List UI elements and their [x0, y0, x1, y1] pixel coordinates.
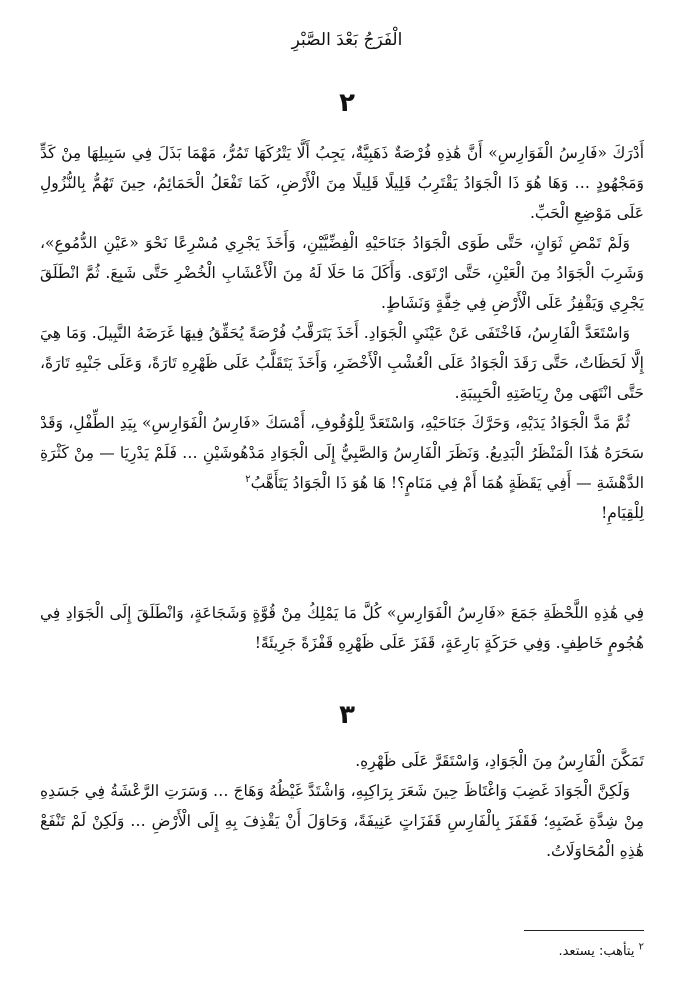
paragraph: وَلَمْ تَمْضِ ثَوَانٍ، حَتَّى طَوَى الْجَوَادُ جَنَاحَيْهِ الْفِضِّيَّيْنِ، وَأَخَذَ يَجْرِي مُسْرِعًا نَحْوَ «عَيْنِ الدُّمُوعِ»، وَشَرِبَ الْجَوَادُ مِنَ الْعَيْنِ، حَتَّى ارْتَوَى. وَأَكَلَ مَا حَلَا لَهُ مِنَ الْأَعْشَابِ الْخُضْرِ حَتَّى شَبِعَ. ثُمَّ انْطَلَقَ يَجْرِي وَيَقْفِزُ عَلَى الْأَرْضِ فِي خِفَّةٍ وَنَشَاطٍ. [40, 234, 644, 312]
section-2-closing [40, 598, 644, 658]
footnote-marker: ٢ [245, 473, 251, 485]
paragraph [40, 408, 644, 498]
paragraph: فِي هَٰذِهِ اللَّحْظَةِ جَمَعَ «فَارِسُ الْفَوَارِسِ» كُلَّ مَا يَمْلِكُ مِنْ قُوَّةٍ وَشَجَاعَةٍ، وَانْطَلَقَ إِلَى الْجَوَادِ فِي هُجُومٍ خَاطِفٍ. وَفِي حَرَكَةٍ بَارِعَةٍ، قَفَزَ عَلَى ظَهْرِهِ قَفْزَةً جَرِيئَةً! [40, 604, 644, 652]
section-number-2: ٢ [339, 88, 355, 118]
footnote-divider [524, 930, 644, 931]
paragraph: تَمَكَّنَ الْفَارِسُ مِنَ الْجَوَادِ، وَاسْتَقَرَّ عَلَى ظَهْرِهِ. [355, 752, 644, 770]
paragraph: وَاسْتَعَدَّ الْفَارِسُ، فَاخْتَفَى عَنْ عَيْنَيِ الْجَوَادِ. أَخَذَ يَتَرَقَّبُ فُرْصَةً يُحَقِّقُ فِيهَا غَرَضَهُ النَّبِيلَ. وَمَا هِيَ إِلَّا لَحَظَاتٌ، حَتَّى رَقَدَ الْجَوَادُ عَلَى الْعُشْبِ الْأَخْضَرِ، وَأَخَذَ يَتَقَلَّبُ عَلَى ظَهْرِهِ تَارَةً، وَعَلَى جَنْبِهِ تَارَةً، حَتَّى انْتَهَى مِنْ رِيَاضَتِهِ الْحَبِيبَةِ. [40, 324, 644, 402]
section-number-3: ٣ [339, 700, 355, 730]
footnote [40, 941, 644, 959]
footnote-number: ٢ [638, 941, 644, 953]
paragraph-text: ثُمَّ مَدَّ الْجَوَادُ يَدَيْهِ، وَحَرَّكَ جَنَاحَيْهِ، وَاسْتَعَدَّ لِلْوُقُوفِ، أَمْسَكَ «فَارِسُ الْفَوَارِسِ» بِيَدِ الطِّفْلِ، وَقَدْ سَحَرَهُ هَٰذَا الْمَنْظَرُ الْبَدِيعُ. وَنَظَرَ الْفَارِسُ وَالصَّبِيُّ إِلَى الْجَوَادِ مَدْهُوشَيْنِ … فَلَمْ يَدْرِيَا — مِنْ كَثْرَةِ الدَّهْشَةِ — أَفِي يَقَظَةٍ هُمَا أَمْ فِي مَنَامٍ؟! هَا هُوَ ذَا الْجَوَادُ يَتَأَهَّبُ [40, 414, 644, 492]
footnote-text: يتأهب: يستعد. [558, 944, 635, 959]
paragraph: لِلْقِيَامِ! [601, 504, 644, 522]
paragraph: أَدْرَكَ «فَارِسُ الْفَوَارِسِ» أَنَّ هَٰذِهِ فُرْصَةٌ ذَهَبِيَّةٌ، يَجِبُ أَلَّا يَتْرُكَهَا تَمُرُّ، مَهْمَا بَذَلَ فِي سَبِيلِهَا مِنْ كَدٍّ وَمَجْهُودٍ … وَهَا هُوَ ذَا الْجَوَادُ يَقْتَرِبُ قَلِيلًا قَلِيلًا مِنَ الْأَرْضِ، كَمَا تَفْعَلُ الْحَمَائِمُ، حِينَ تَهُمُّ بِالنُّزُولِ عَلَى مَوْضِعِ الْحَبِّ. [40, 144, 644, 222]
running-header: الْفَرَجُ بَعْدَ الصَّبْرِ [291, 30, 403, 50]
paragraph: وَلَكِنَّ الْجَوَادَ غَضِبَ وَاغْتَاظَ حِينَ شَعَرَ بِرَاكِبِهِ، وَاشْتَدَّ غَيْظُهُ وَهَاجَ … وَسَرَتِ الرَّعْشَةُ فِي جَسَدِهِ مِنْ شِدَّةِ غَضَبِهِ؛ فَقَفَزَ بِالْفَارِسِ قَفَزَاتٍ عَنِيفَةً، وَحَاوَلَ أَنْ يَقْذِفَ بِهِ إِلَى الْأَرْضِ … وَلَكِنْ لَمْ تَنْفَعْ هَٰذِهِ الْمُحَاوَلَاتُ. [40, 782, 644, 860]
section-3-body [40, 746, 644, 866]
section-2-body [40, 138, 644, 528]
